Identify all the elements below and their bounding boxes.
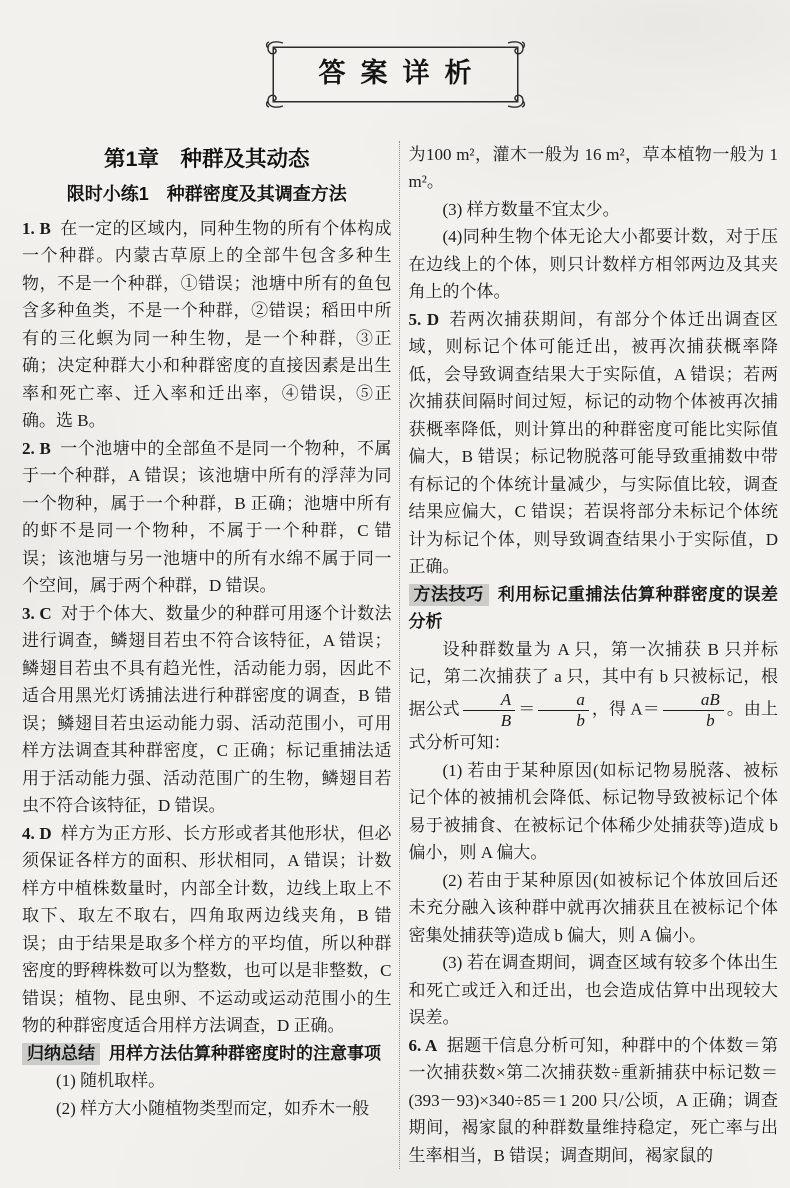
summary-point-3: (3) 样方数量不宜太少。 — [442, 199, 620, 219]
method-title: 利用标记重捕法估算种群密度的误差分析 — [408, 584, 779, 632]
formula-outro: 。由上式分析可知： — [408, 698, 779, 753]
item-label: 3. C — [22, 603, 52, 623]
item-text: 样方为正方形、长方形或者其他形状，但必须保证各样方的面积、形状相同，A 错误；计数样方中植株数量时，内部全计数，边线上取上不取下、取左不取右，四角取两边线夹角，B 错误；由于结果是取多个样方的平均值，所以种群密度的野稗株数可以为整数，也可以是非整数，C 错误；植物、昆虫卵、不运动或运动范围小的生物的种群密度适合用样方法调查，D 正确。 — [22, 823, 392, 1036]
summary-point-2-continuation: 为100 m²，灌木一般为 16 m²，草本植物一般为 1 m²。 — [408, 144, 778, 192]
left-column — [22, 141, 399, 1170]
page-title: 答案详析 — [318, 58, 487, 88]
answer-item-3 — [22, 600, 392, 820]
method-point-1: (1) 若由于某种原因(如标记物易脱落、被标记个体的被捕机会降低、标记物导致被标记个体易于被捕食、在被标记个体稀少处捕获等)造成 b 偏小，则 A 偏大。 — [408, 760, 778, 863]
method-point-3: (3) 若在调查期间，调查区域有较多个体出生和死亡或迁入和迁出，也会造成估算中出现较大误差。 — [408, 953, 778, 1028]
item-label: 6. A — [408, 1035, 438, 1055]
chapter-heading: 第1章 种群及其动态 — [104, 146, 310, 171]
answer-header-frame — [273, 47, 518, 102]
summary-title: 用样方法估算种群密度时的注意事项 — [109, 1043, 381, 1063]
item-label: 2. B — [22, 438, 51, 458]
summary-label: 归纳总结 — [22, 1043, 100, 1065]
item-text: 对于个体大、数量少的种群可用逐个计数法进行调查，鳞翅目若虫不符合该特征，A 错误；鳞翅目若虫不具有趋光性，活动能力弱，因此不适合用黑光灯诱捕法进行种群密度的调查，B 错误；鳞翅目若虫运动能力弱、活动范围小，可用样方法调查其种群密度，C 正确；标记重捕法适用于活动能力强、活动范围广的生物，鳞翅目若虫不符合该特征，D 错误。 — [22, 603, 392, 816]
method-point-2: (2) 若由于某种原因(如被标记个体放回后还未充分融入该种群中就再次捕获且在被标记个体密集处捕获等)造成 b 偏大，则 A 偏小。 — [408, 870, 778, 945]
answer-item-4 — [22, 820, 392, 1040]
item-text: 据题干信息分析可知，种群中的个体数＝第一次捕获数×第二次捕获数÷重新捕获中标记数＝(393－93)×340÷85＝1 200 只/公顷，A 正确；调查期间，褐家鼠的种群数量维持稳定，死亡率与出生率相当，B 错误；调查期间，褐家鼠的 — [408, 1035, 778, 1165]
corner-flourish-icon — [507, 39, 527, 59]
answer-item-1 — [22, 215, 392, 435]
summary-note-heading — [22, 1040, 392, 1068]
summary-point-2: (2) 样方大小随植物类型而定，如乔木一般 — [56, 1098, 370, 1118]
equals-sign: ＝ — [518, 698, 536, 718]
summary-point-4: (4)同种生物个体无论大小都要计数，对于压在边线上的个体，则只计数样方相邻两边及其夹角上的个体。 — [408, 227, 778, 302]
fraction-a-over-b: $\frac{a}{b}$ — [538, 691, 589, 730]
method-label: 方法技巧 — [409, 584, 489, 606]
method-formula-paragraph — [409, 636, 779, 757]
item-text: 在一定的区域内，同种生物的所有个体构成一个种群。内蒙古草原上的全部牛包含多种生物，不是一个种群，①错误；池塘中所有的鱼包含多种鱼类，不是一个种群，②错误；稻田中所有的三化螟为同一种生物，是一个种群，③正确；决定种群大小和种群密度的直接因素是出生率和死亡率、迁入率和迁出率，④错误，⑤正确。选 B。 — [22, 218, 392, 431]
two-column-body — [0, 141, 790, 1170]
corner-flourish-icon — [507, 90, 527, 110]
fraction-aB-over-b: $\frac{aB}{b}$ — [663, 691, 724, 730]
item-label: 4. D — [22, 823, 52, 843]
summary-point-1: (1) 随机取样。 — [56, 1071, 166, 1091]
practice-heading: 限时小练1 种群密度及其调查方法 — [66, 183, 347, 204]
right-column — [400, 141, 779, 1170]
corner-flourish-icon — [264, 39, 284, 59]
item-text: 一个池塘中的全部鱼不是同一个物种，不属于一个种群，A 错误；该池塘中所有的浮萍为同一个物种，属于一个种群，B 正确；池塘中所有的虾不是同一个物种，不属于一个种群，C 错误；该池塘与另一池塘中的所有水绵不属于同一个空间，属于两个种群，D 错误。 — [22, 438, 392, 596]
answer-item-6 — [409, 1032, 779, 1170]
formula-intro: 设种群数量为 A 只，第一次捕获 B 只并标记，第二次捕获了 a 只，其中有 b 只被标记，根据公式 — [408, 639, 778, 718]
answer-item-5 — [409, 306, 779, 581]
answer-item-2 — [22, 435, 392, 600]
item-label: 1. B — [22, 218, 51, 238]
item-text: 若两次捕获期间，有部分个体迁出调查区域，则标记个体可能迁出，被再次捕获概率降低，会导致调查结果大于实际值，A 错误；若两次捕获间隔时间过短，标记的动物个体被再次捕获概率降低，则计算出的种群密度可能比实际值偏大，B 错误；标记物脱落可能导致重捕数中带有标记的个体统计量减少，与实际值比较，调查结果应偏大，C 错误；若误将部分未标记个体统计为标记个体，则导致调查结果小于实际值，D 正确。 — [408, 309, 778, 577]
method-note-heading — [409, 581, 779, 636]
item-label: 5. D — [408, 309, 440, 329]
corner-flourish-icon — [264, 90, 284, 110]
formula-mid: ，得 A＝ — [591, 698, 660, 718]
fraction-A-over-B: $\frac{A}{B}$ — [463, 691, 515, 730]
